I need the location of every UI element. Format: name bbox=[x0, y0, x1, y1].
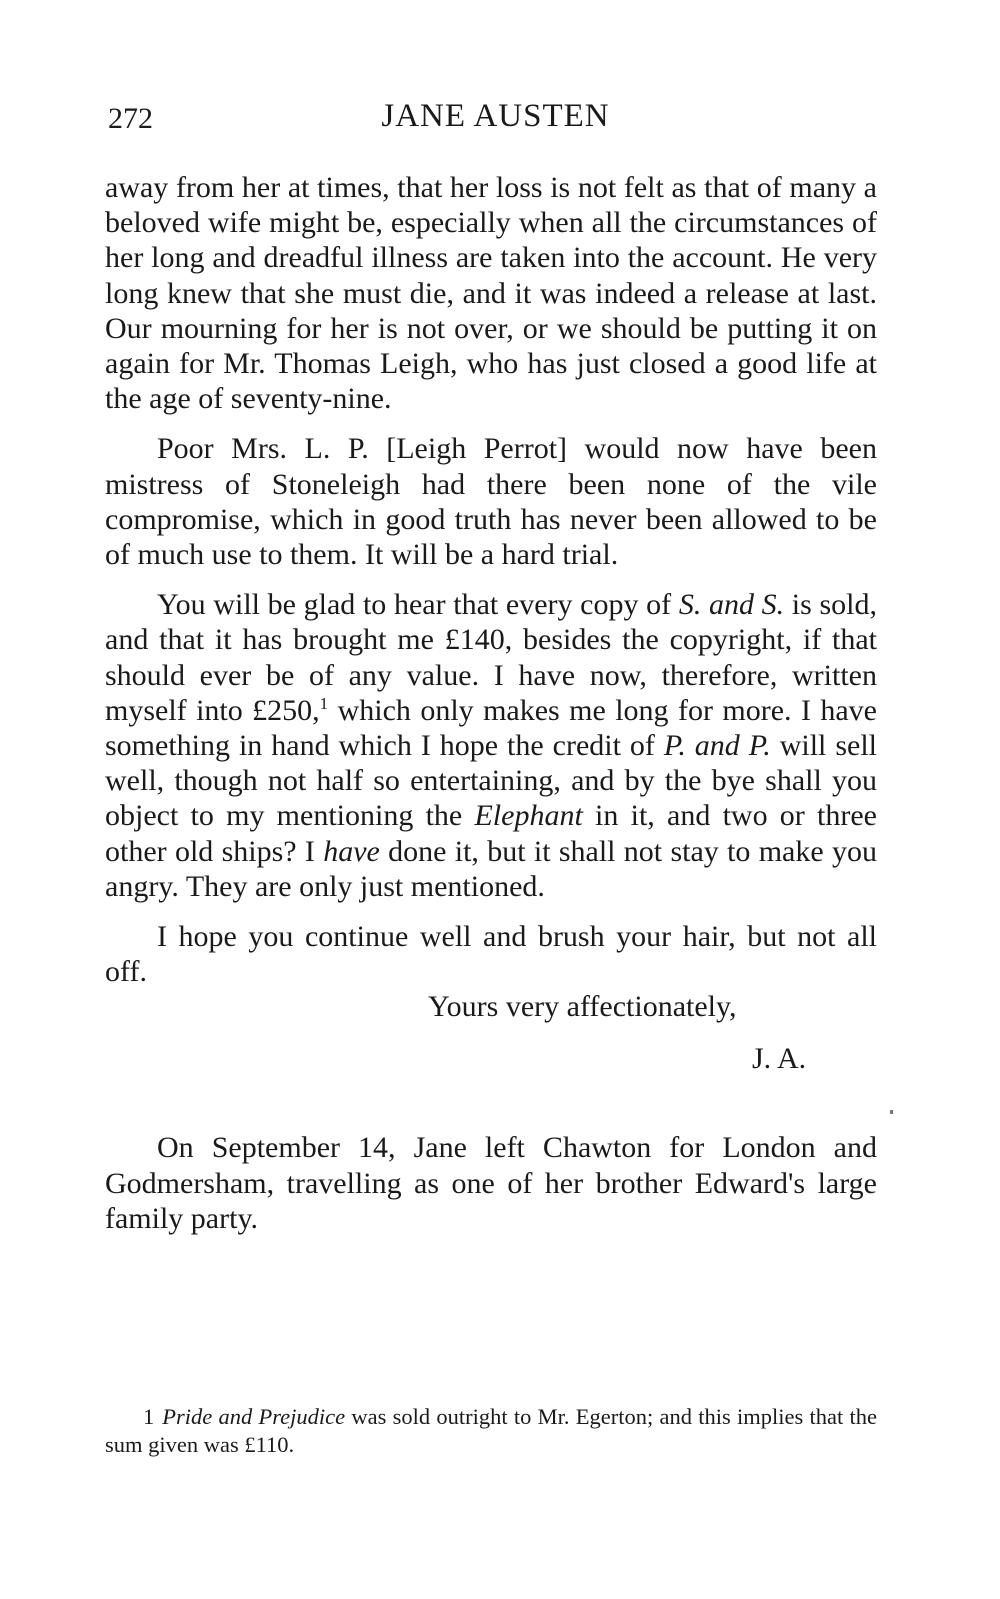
running-title: JANE AUSTEN bbox=[381, 98, 610, 134]
paragraph-3-text-5: in it, and two or three other old ships? I bbox=[105, 799, 877, 868]
signature: J. A. bbox=[752, 1042, 807, 1076]
print-speck bbox=[890, 1110, 893, 1114]
italic-title-s-and-s: S. and S. bbox=[678, 588, 785, 622]
paragraph-5: On September 14, Jane left Chawton for London and Godmersham, travelling as one of her brother Edward's large family party. bbox=[105, 1131, 877, 1235]
paragraph-1: away from her at times, that her loss is not felt as that of many a beloved wife might be, especially when all the circumstances of her long and dreadful illness are taken into the account. He very long knew that she must die, and it was indeed a release at last. Our mourning for her is not over, or we should be putting it on again for Mr. Thomas Leigh, who has just closed a good life at the age of seventy-nine. bbox=[105, 171, 877, 416]
footnote-reference: 1 bbox=[319, 693, 329, 713]
italic-ship-name: Elephant bbox=[474, 799, 583, 833]
footnote-italic-title: Pride and Prejudice bbox=[162, 1404, 346, 1429]
footnote-text: was sold outright to Mr. Egerton; and this implies that the sum given was £110. bbox=[105, 1404, 877, 1457]
italic-emphasis: have bbox=[323, 834, 380, 868]
paragraph-3-text-3: which only makes me long for more. I have something in hand which I hope the credit of bbox=[105, 693, 877, 763]
paragraph-3-text-4: will sell well, though not half so entertaining, and by the bye shall you object to my mentioning the bbox=[105, 729, 877, 833]
paragraph-3-text-2: is sold, and that it has brought me £140, besides the copyright, if that should ever be of any value. I have now, therefore, written myself into £250, bbox=[105, 588, 877, 727]
page-header bbox=[108, 98, 883, 138]
italic-title-p-and-p: P. and P. bbox=[663, 729, 771, 763]
paragraph-3-text-6: done it, but it shall not stay to make you angry. They are only just mentioned. bbox=[105, 834, 877, 903]
paragraph-4: I hope you continue well and brush your hair, but not all off. bbox=[105, 920, 877, 989]
footnote bbox=[105, 1403, 877, 1459]
body-text bbox=[105, 170, 877, 1251]
paragraph-3 bbox=[105, 587, 877, 904]
closing-salutation: Yours very affectionately, bbox=[428, 990, 737, 1024]
letter-closing bbox=[105, 989, 877, 1104]
footnote-number: 1 bbox=[143, 1404, 155, 1429]
page-number: 272 bbox=[108, 102, 153, 135]
paragraph-2: Poor Mrs. L. P. [Leigh Perrot] would now have been mistress of Stoneleigh had there been none of the vile compromise, which in good truth has never been allowed to be of much use to them. It will be a hard trial. bbox=[105, 432, 877, 572]
paragraph-3-text-1: You will be glad to hear that every copy of bbox=[157, 588, 679, 622]
